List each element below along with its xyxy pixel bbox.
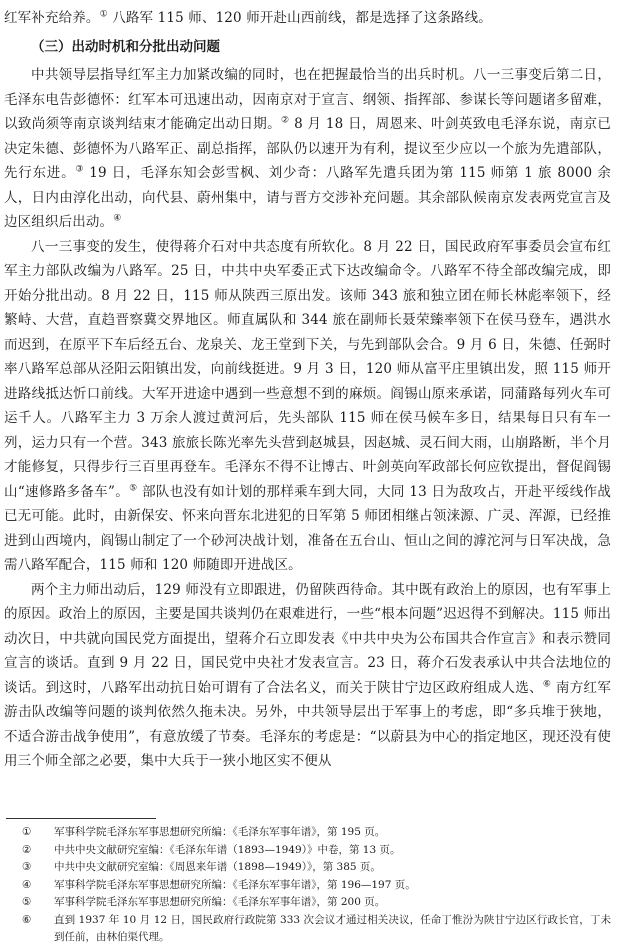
footnote-text: 中共中央文献研究室编：《毛泽东年谱（1893—1949）》中卷，第 13 页。 — [54, 843, 401, 856]
footnote — [6, 894, 611, 912]
footnote-ref[interactable]: ④ — [113, 213, 122, 224]
body-text — [4, 63, 611, 774]
footnote-ref[interactable]: ③ — [75, 164, 85, 175]
footnote-text: 军事科学院毛泽东军事思想研究所编：《毛泽东军事年谱》，第 200 页。 — [54, 896, 386, 908]
text-run: 8 月 18 日，周恩来、叶剑英致电毛泽东说，南京已决定朱德、彭德怀为八路军正、副总指挥，部队仍以速开为有利，提议至少应以一个旅为先遣部队，先行东进。 — [4, 116, 612, 181]
footnote — [6, 842, 611, 860]
footnote-text: 中共中央文献研究室编：《周恩来年谱（1898—1949）》，第 385 页。 — [54, 861, 381, 873]
paragraph — [4, 578, 611, 774]
paragraph — [4, 63, 611, 235]
text-run: 两个主力师出动后，129 师没有立即跟进，仍留陕西待命。其中既有政治上的原因，也有军事上的原因。政治上的原因，主要是国共谈判仍在艰难进行，一些“根本问题”迟迟得不到解决。115 师出动次日，中共就向国民党方面提出，望蒋介石立即发表《中共中央为公布国共合作宣言》和表示赞同宣言的谈话。直到 9 月 22 日，国民党中央社才发表宣言。23 日，蒋介石发表承认中共合法地位的谈话。到这时，八路军出动抗日始可谓有了合法名义，而关于陕甘宁边区政府组成人选、 — [4, 581, 611, 696]
footnote-divider — [6, 818, 156, 819]
footnote-text: 军事科学院毛泽东军事思想研究所编：《毛泽东军事年谱》，第 195 页。 — [54, 826, 386, 838]
text-run: 19 日，毛泽东知会彭雪枫、刘少奇：八路军先遣兵团为第 115 师第 1 旅 8000 余人，日内由淳化出动，向代县、蔚州集中，请与晋方交涉补充问题。其余部队候南京发表两党宣言及边区组织后出动。 — [4, 165, 612, 230]
footnote-mark: ⑤ — [22, 896, 32, 908]
footnote-mark: ④ — [22, 878, 32, 891]
footnote-mark: ① — [22, 826, 32, 838]
footnote-ref[interactable]: ② — [281, 115, 290, 126]
text-run: 红军补充给养。 — [4, 10, 100, 26]
footnote-ref[interactable]: ① — [99, 9, 108, 20]
footnote-ref[interactable]: ⑤ — [129, 483, 138, 493]
footnote-mark: ② — [22, 843, 32, 856]
footnotes — [6, 824, 611, 947]
footnote — [6, 912, 611, 947]
footnote-text: 军事科学院毛泽东军事思想研究所编：《毛泽东军事年谱》，第 196—197 页。 — [54, 878, 416, 891]
continued-paragraph — [4, 6, 611, 31]
text-run: 南方红军游击队改编等问题的谈判依然久拖未决。另外，中共领导层出于军事上的考虑，即“多兵堆于狭地，不适合游击战争使用”，有意放缓了节奏。毛泽东的考虑是：“以蔚县为中心的指定地区，现还没有使用三个师全部之必要，集中大兵于一狭小地区实不便从 — [4, 679, 611, 769]
footnote — [6, 824, 611, 842]
text-run: 部队也没有如计划的那样乘车到大同，大同 13 日为敌攻占，开赴平绥线作战已无可能。此时，由新保安、怀来向晋东北进犯的日军第 5 师团相继占领涞源、广灵、浑源，已经推进到山西境内，阎锡山制定了一个砂河决战计划，准备在五台山、恒山之间的滹沱河与日军决战，急需八路军配合，115 师和 120 师随即开进战区。 — [4, 483, 612, 573]
footnote — [6, 859, 611, 877]
footnote — [6, 877, 611, 895]
section-heading: （三）出动时机和分批出动问题 — [31, 38, 220, 55]
text-run: 八路军 115 师、120 师开赴山西前线，都是选择了这条路线。 — [107, 10, 492, 26]
text-run: 八一三事变的发生，使得蒋介石对中共态度有所软化。8 月 22 日，国民政府军事委员会宣布红军主力部队改编为八路军。25 日，中共中央军委正式下达改编命令。八路军不待全部改编完成，即开始分批出动。8 月 22 日，115 师从陕西三原出发。该师 343 旅和独立团在师长林彪率领下，经繁峙、大营，直趋晋察冀交界地区。师直属队和 344 旅在副师长聂荣臻率领下在侯马登车，遇洪水而迟到，在原平下车后经五台、龙泉关、龙王堂到下关，与先到部队会合。9 月 6 日，朱德、任弼时率八路军总部从泾阳云阳镇出发，向前线挺进。9 月 3 日，120 师从富平庄里镇出发，照 115 师开进路线抵达忻口前线。大军开进途中遇到一些意想不到的麻烦。阎锡山原来承诺，同蒲路每列火车可运千人。八路军主力 3 万余人渡过黄河后，先头部队 115 师在侯马候车多日，结果每日只有车一列，运力只有一个营。343 旅旅长陈光率先头营到赵城县，因赵城、灵石间大雨，山崩路断，半个月才能修复，只得步行三百里再登车。毛泽东不得不让博古、叶剑英向军政部长何应钦提出，督促阎锡山“速修路多备车”。 — [4, 238, 611, 500]
paragraph — [4, 235, 611, 578]
text-run: 中共领导层指导红军主力加紧改编的同时，也在把握最恰当的出兵时机。八一三事变后第二日，毛泽东电告彭德怀：红军本可迅速出动，因南京对于宣言、纲领、指挥部、参谋长等问题诸多留难，以致尚须等南京谈判结束才能确定出动日期。 — [4, 67, 611, 132]
footnote-ref[interactable]: ⑥ — [542, 679, 552, 689]
footnote-mark: ⑥ — [22, 913, 32, 926]
footnote-text: 直到 1937 年 10 月 12 日，国民政府行政院第 333 次会议才通过相关决议，任命丁惟汾为陕甘宁边区行政长官，丁未到任前，由林伯渠代理。 — [54, 913, 611, 943]
footnote-mark: ③ — [22, 861, 32, 873]
